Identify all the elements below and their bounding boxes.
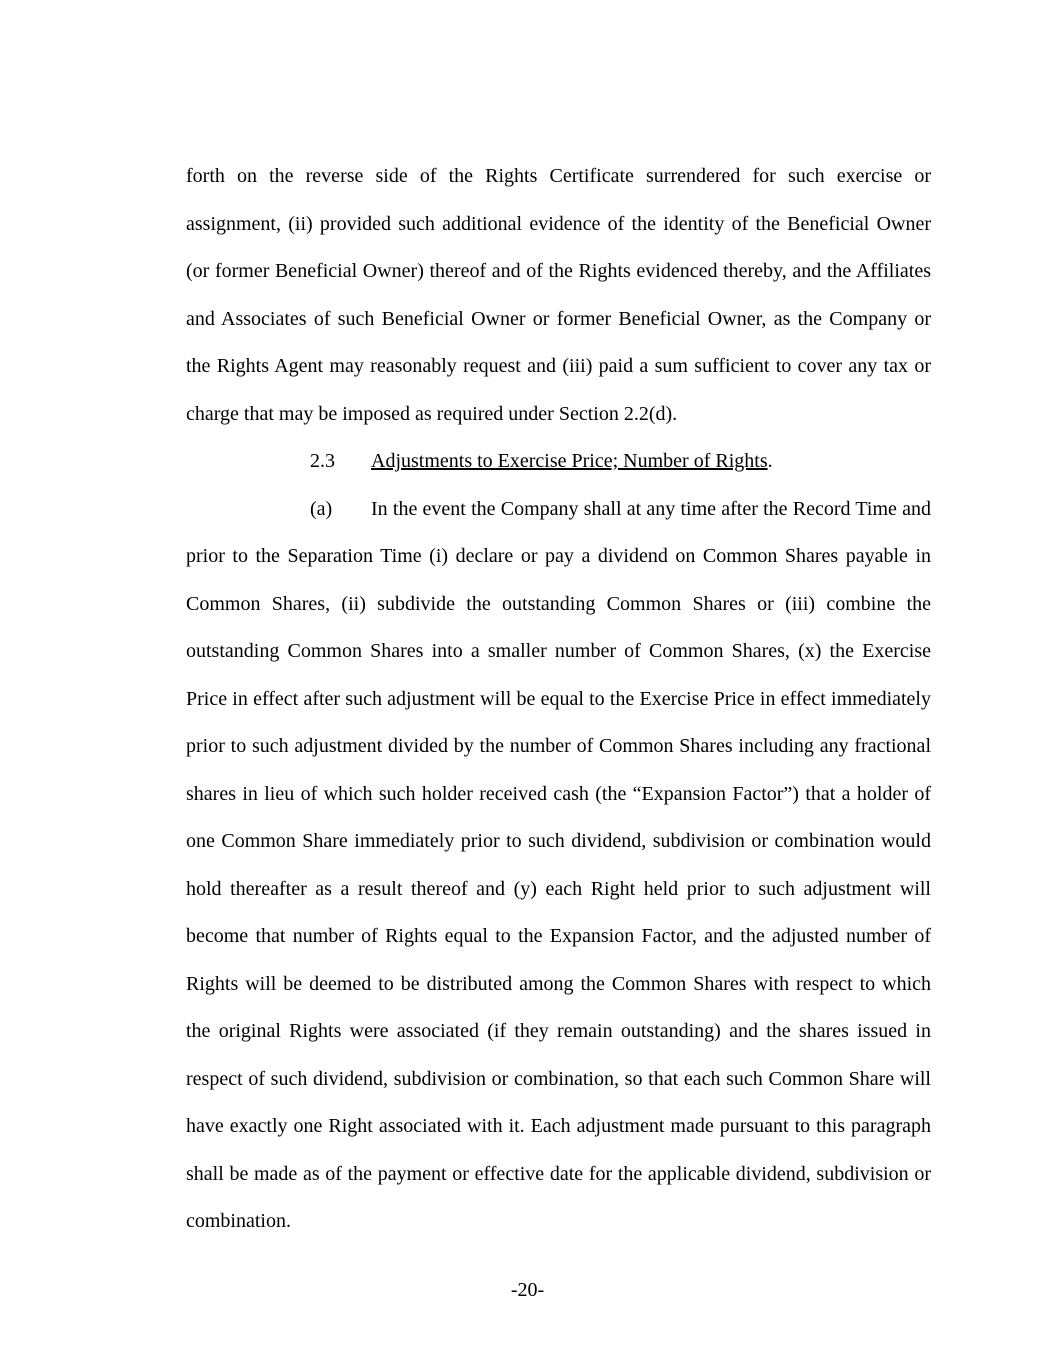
subsection-a-paragraph: [186, 486, 931, 1246]
section-heading: [186, 438, 931, 486]
continued-paragraph: forth on the reverse side of the Rights Certificate surrendered for such exercise or assignment, (ii) provided such additional evidence of the identity of the Beneficial Owner (or former Beneficial Owner) thereof and of the Rights evidenced thereby, and the Affiliates and Associates of such Beneficial Owner or former Beneficial Owner, as the Company or the Rights Agent may reasonably request and (iii) paid a sum sufficient to cover any tax or charge that may be imposed as required under Section 2.2(d).: [186, 165, 931, 425]
section-number: 2.3: [310, 450, 335, 472]
section-title: Adjustments to Exercise Price; Number of Rights: [371, 450, 768, 472]
section-title-suffix: .: [767, 450, 773, 472]
subsection-label: (a): [310, 497, 333, 520]
page-number: -20-: [510, 1279, 545, 1301]
subsection-text: In the event the Company shall at any time after the Record Time and prior to the Separation Time (i) declare or pay a dividend on Common Shares payable in Common Shares, (ii) subdivide the outstanding Common Shares or (iii) combine the outstanding Common Shares into a smaller number of Common Shares, (x) the Exercise Price in effect after such adjustment will be equal to the Exercise Price in effect immediately prior to such adjustment divided by the number of Common Shares including any fractional shares in lieu of which such holder received cash (the “Expansion Factor”) that a holder of one Common Share immediately prior to such dividend, subdivision or combination would hold thereafter as a result thereof and (y) each Right held prior to such adjustment will become that number of Rights equal to the Expansion Factor, and the adjusted number of Rights will be deemed to be distributed among the Common Shares with respect to which the original Rights were associated (if they remain outstanding) and the shares issued in respect of such dividend, subdivision or combination, so that each such Common Share will have exactly one Right associated with it. Each adjustment made pursuant to this paragraph shall be made as of the payment or effective date for the applicable dividend, subdivision or combination.: [186, 497, 931, 1232]
document-body: [186, 153, 931, 1246]
